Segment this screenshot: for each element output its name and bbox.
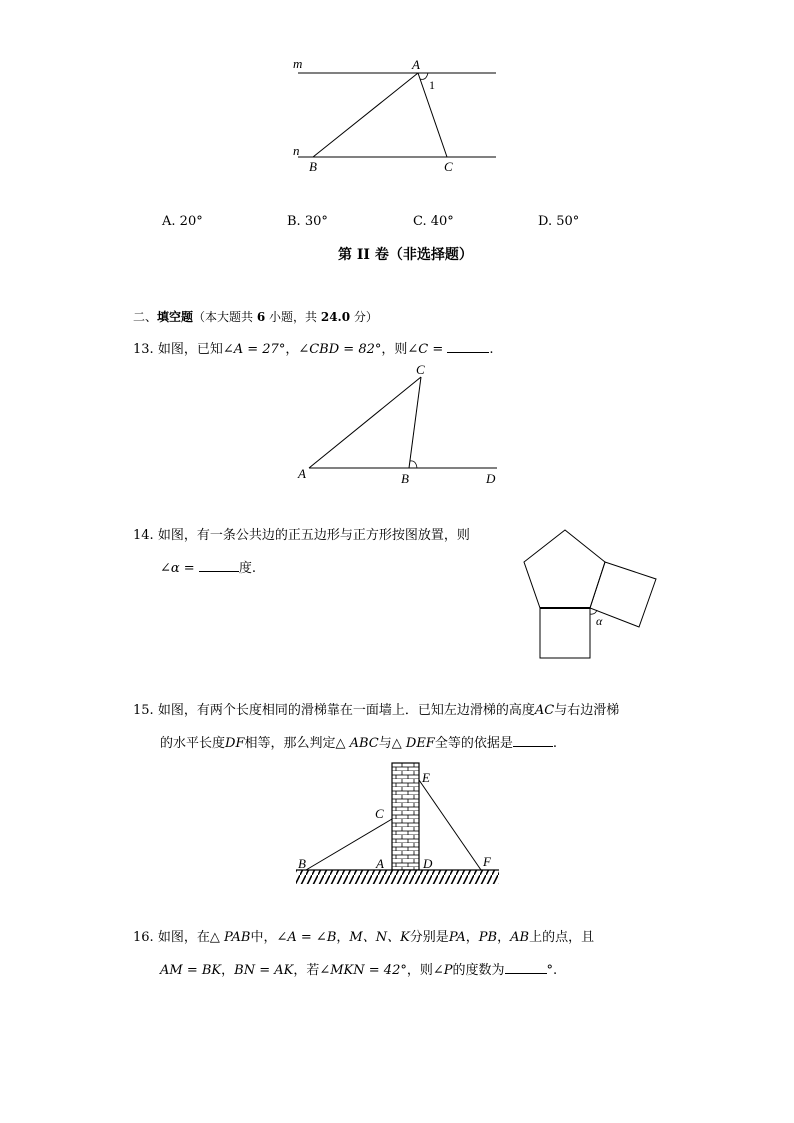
label-a: A: [298, 466, 306, 481]
label-n: n: [293, 143, 300, 158]
q15-line1-a: 如图，有两个长度相同的滑梯靠在一面墙上．已知左边滑梯的高度: [157, 703, 535, 718]
label-m: m: [293, 56, 303, 71]
label-c: C: [375, 806, 384, 821]
choice-a-value: 20°: [179, 214, 203, 229]
choice-d: [538, 214, 579, 229]
question-16: [133, 929, 594, 947]
q15-line1-c: 与右边滑梯: [554, 703, 620, 718]
q15-end: .: [552, 736, 557, 751]
label-b: B: [309, 159, 317, 174]
choice-c-value: 40°: [430, 214, 454, 229]
brick-wall: [392, 763, 419, 870]
q14-line1: 如图，有一条公共边的正五边形与正方形按图放置，则: [157, 528, 470, 543]
label-d: D: [486, 471, 496, 486]
q16-number: 16.: [133, 930, 154, 945]
q16-a3: ，: [336, 930, 350, 945]
choice-b-value: 30°: [304, 214, 328, 229]
q15-tri1: △ ABC: [335, 736, 379, 751]
q16-b5: ∠MKN = 42°: [319, 963, 407, 978]
label-c: C: [416, 362, 425, 377]
q15-line2-e: 全等的依据是: [434, 736, 513, 751]
figure-parallel-lines: [0, 0, 794, 200]
figure-14: [0, 520, 794, 670]
q15-line2-a: 的水平长度: [160, 736, 226, 751]
choice-c: [413, 214, 454, 229]
label-f: F: [483, 854, 491, 869]
q13-then: ，则: [381, 342, 408, 357]
ground-hatch: [296, 870, 499, 884]
q16-b2: ，: [221, 963, 235, 978]
q13-end: .: [489, 342, 494, 357]
figure-13: [0, 360, 794, 490]
q16-b4: ，若: [293, 963, 320, 978]
q16-a1: 如图，在: [157, 930, 210, 945]
question-15-line2: [160, 733, 557, 753]
choice-b-letter: B.: [287, 214, 301, 229]
q16-s1: PA: [448, 930, 466, 945]
q15-answer-blank[interactable]: [513, 733, 553, 747]
q14-number: 14.: [133, 528, 154, 543]
q16-cond: ∠A = ∠B: [276, 930, 337, 945]
q16-s3: AB: [510, 930, 530, 945]
label-c: C: [444, 159, 453, 174]
q15-line2-b: DF: [225, 736, 245, 751]
label-a: A: [412, 57, 420, 72]
section-detail-prefix: （本大题共: [193, 310, 257, 324]
choice-c-letter: C.: [413, 214, 427, 229]
angle-1-arc: [420, 73, 428, 79]
q15-line2-c: 相等，那么判定: [244, 736, 336, 751]
q16-b3: BN = AK: [234, 963, 294, 978]
square-bottom: [540, 608, 590, 658]
q16-c2: ，: [497, 930, 511, 945]
q16-b8: 的度数为: [452, 963, 505, 978]
segment-ab: [313, 73, 418, 157]
q16-b1: AM = BK: [160, 963, 222, 978]
q14-target: ∠α =: [160, 561, 195, 576]
q16-end: °.: [546, 963, 558, 978]
question-13: [133, 339, 494, 359]
label-a: A: [376, 856, 384, 871]
q16-answer-blank[interactable]: [505, 960, 547, 974]
q13-cond2: ∠CBD = 82°: [298, 342, 382, 357]
section-header: [133, 308, 378, 325]
q13-cond1: ∠A = 27°: [222, 342, 286, 357]
q13-number: 13.: [133, 342, 154, 357]
section-detail-suffix: 分）: [350, 310, 378, 324]
q16-b7: ∠P: [432, 963, 453, 978]
choice-d-value: 50°: [556, 214, 580, 229]
choice-b: [287, 214, 328, 229]
q13-target: ∠C =: [407, 342, 444, 357]
segment-ac: [309, 377, 421, 468]
question-16-line2: [160, 960, 557, 980]
q16-a5: 上的点，且: [529, 930, 595, 945]
choice-d-letter: D.: [538, 214, 553, 229]
part-title: 第 II 卷（非选择题）: [338, 247, 473, 263]
q13-sep: ，: [285, 342, 299, 357]
label-e: E: [422, 770, 430, 785]
section-points: 24.0: [320, 310, 351, 324]
label-d: D: [423, 856, 433, 871]
angle-cbd-arc: [410, 461, 417, 468]
choice-a-letter: A.: [162, 214, 176, 229]
q14-unit: 度.: [238, 561, 256, 576]
q15-number: 15.: [133, 703, 154, 718]
segment-bc: [409, 377, 421, 468]
section-count: 6: [256, 310, 266, 324]
q15-line1-b: AC: [534, 703, 555, 718]
q16-pts: M、N、K: [349, 930, 410, 945]
q16-b6: ，则: [406, 963, 433, 978]
section-number: 二、: [133, 310, 158, 324]
choice-a: [162, 214, 203, 229]
q13-prefix: 如图，已知: [157, 342, 223, 357]
label-b: B: [401, 471, 409, 486]
label-alpha: α: [596, 614, 603, 628]
section-detail-mid: 小题，共: [265, 310, 321, 324]
figure-15: [0, 755, 794, 890]
q16-c1: ，: [465, 930, 479, 945]
pentagon: [524, 530, 605, 608]
q16-s2: PB: [478, 930, 498, 945]
q15-tri2: △ DEF: [391, 736, 435, 751]
q16-a4: 分别是: [409, 930, 449, 945]
label-angle-1: 1: [429, 78, 435, 92]
q15-line2-d: 与: [378, 736, 392, 751]
label-b: B: [298, 856, 306, 871]
section-title: 填空题: [157, 310, 194, 324]
q16-tri: △ PAB: [209, 930, 251, 945]
question-15: [133, 702, 619, 720]
q16-a2: 中，: [250, 930, 277, 945]
q13-answer-blank[interactable]: [447, 339, 489, 353]
